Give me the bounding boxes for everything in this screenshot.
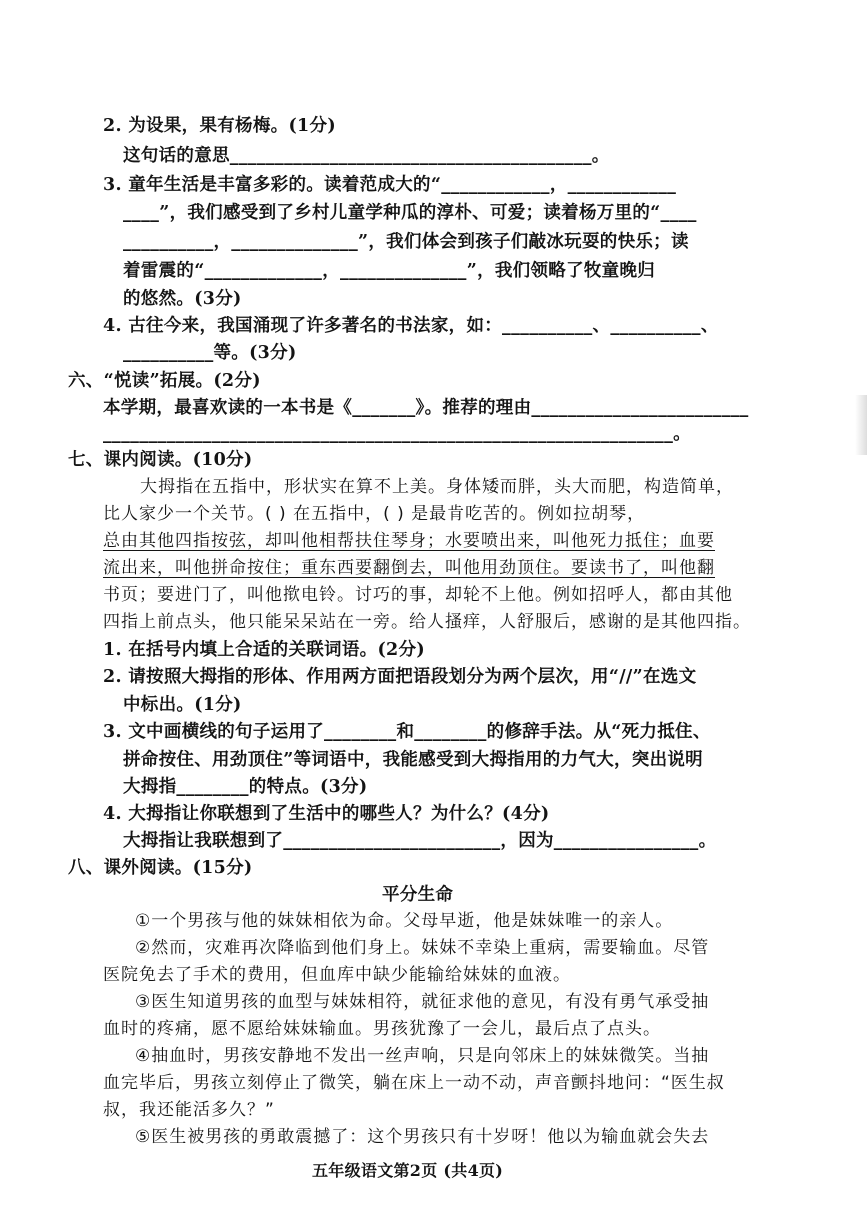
q2-line: 2. 为设果，果有杨梅。(1分)	[103, 116, 336, 136]
q4-line-2: __________等。(3分)	[123, 343, 297, 363]
section-six-heading: 六、“悦读”拓展。(2分)	[68, 371, 261, 391]
passage-line-2: 比人家少一个关节。( ) 在五指中，( ) 是最肯吃苦的。例如拉胡琴，	[103, 504, 646, 524]
passage-title: 平分生命	[382, 885, 454, 905]
reading-line-2: ②然而，灾难再次降临到他们身上。妹妹不幸染上重病，需要输血。尽管	[135, 938, 710, 958]
reading-line-5: 血时的疼痛，愿不愿给妹妹输血。男孩犹豫了一会儿，最后点了点头。	[103, 1019, 661, 1039]
section-seven-heading: 七、课内阅读。(10分)	[68, 450, 253, 470]
reading-line-6: ④抽血时，男孩安静地不发出一丝声响，只是向邻床上的妹妹微笑。当抽	[135, 1046, 710, 1066]
s7-q2-line-2: 中标出。(1分)	[123, 695, 242, 715]
q3-line-3: __________，______________”，我们体会到孩子们敲冰玩耍的快乐；读	[123, 232, 689, 252]
reading-line-7: 血完毕后，男孩立刻停止了微笑，躺在床上一动不动，声音颤抖地问：“医生叔	[103, 1073, 725, 1093]
section-eight-heading: 八、课外阅读。(15分)	[68, 858, 253, 878]
passage-line-6: 四指上前点头，他只能呆呆站在一旁。给人搔痒，人舒服后，感谢的是其他四指。	[103, 612, 751, 632]
q3-line-2: ____”，我们感受到了乡村儿童学种瓜的淳朴、可爱；读着杨万里的“____	[123, 203, 697, 223]
s7-q4-line-1: 4. 大拇指让你联想到了生活中的哪些人？为什么？(4分)	[103, 804, 550, 824]
reading-line-4: ③医生知道男孩的血型与妹妹相符，就征求他的意见，有没有勇气承受抽	[135, 992, 710, 1012]
q2-answer-line: 这句话的意思________________________________________。	[123, 146, 610, 166]
q4-line-1: 4. 古往今来，我国涌现了许多著名的书法家，如：__________、__________、	[103, 316, 719, 336]
q3-line-4: 着雷震的“_____________，______________”，我们领略了牧童晚归	[123, 261, 656, 281]
reading-line-8: 叔，我还能活多久？”	[103, 1100, 275, 1120]
q3-line-5: 的悠然。(3分)	[123, 289, 242, 309]
passage-line-5: 书页；要进门了，叫他揿电铃。讨巧的事，却轮不上他。例如招呼人，都由其他	[103, 585, 733, 605]
s7-q3-line-1: 3. 文中画横线的句子运用了________和________的修辞手法。从“死力抵住、	[103, 722, 711, 742]
passage-line-4: 流出来，叫他拼命按住；重东西要翻倒去，叫他用劲顶住。要读书了，叫他翻	[103, 558, 715, 578]
s7-q3-line-3: 大拇指________的特点。(3分)	[123, 777, 368, 797]
scan-edge-shadow	[855, 395, 867, 455]
page-footer: 五年级语文第2页 (共4页)	[312, 1161, 504, 1180]
passage-line-1: 大拇指在五指中，形状实在算不上美。身体矮而胖，头大而肥，构造简单，	[140, 477, 734, 497]
reading-line-3: 医院免去了手术的费用，但血库中缺少能输给妹妹的血液。	[103, 965, 571, 985]
reading-line-9: ⑤医生被男孩的勇敢震撼了：这个男孩只有十岁呀！他以为输血就会失去	[135, 1127, 710, 1147]
s7-q4-line-2: 大拇指让我联想到了________________________，因为________________。	[123, 831, 717, 851]
s7-q1: 1. 在括号内填上合适的关联词语。(2分)	[103, 640, 425, 660]
section-six-line-2: _______________________________________________________________。	[103, 424, 691, 444]
s7-q3-line-2: 拼命按住、用劲顶住”等词语中，我能感受到大拇指用的力气大，突出说明	[123, 750, 703, 770]
s7-q2-line-1: 2. 请按照大拇指的形体、作用两方面把语段划分为两个层次，用“//”在选文	[103, 667, 697, 687]
reading-line-1: ①一个男孩与他的妹妹相依为命。父母早逝，他是妹妹唯一的亲人。	[135, 911, 674, 931]
section-six-line-1: 本学期，最喜欢读的一本书是《_______》。推荐的理由________________________	[103, 398, 749, 418]
q3-line-1: 3. 童年生活是丰富多彩的。读着范成大的“____________，____________	[103, 175, 677, 195]
passage-line-3: 总由其他四指按弦，却叫他相帮扶住琴身；水要喷出来，叫他死力抵住；血要	[103, 531, 715, 551]
